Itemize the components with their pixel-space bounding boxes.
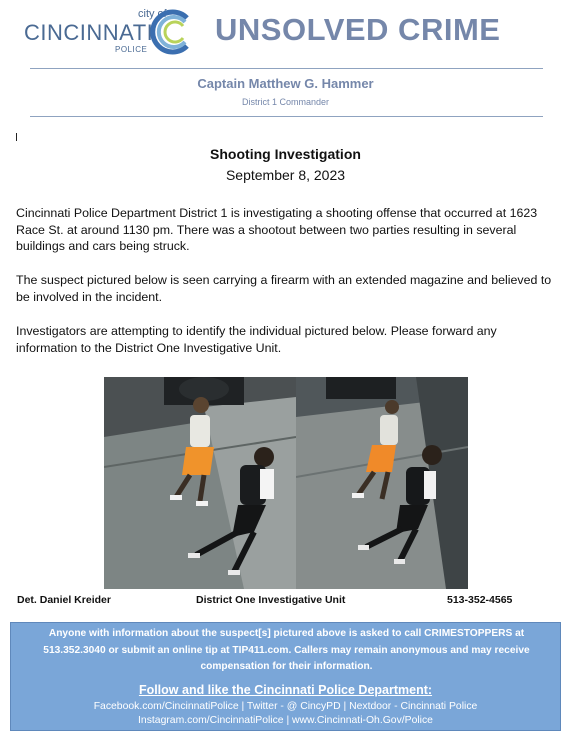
header (0, 0, 571, 68)
commander-title: District 1 Commander (241, 97, 330, 107)
crimestoppers-message: Anyone with information about the suspect[s] pictured above is asked to call CRIMESTOPPERS at 513.352.3040 or submit an online tip at TIP411.com. Callers may remain anonymous and may receive compensation for their information. (43, 628, 530, 672)
text-cursor (16, 133, 17, 141)
top-divider (30, 68, 543, 69)
notice-paragraph-3: Investigators are attempting to identify the individual pictured below. Please forward any information to the District One Investigative Unit. (16, 324, 497, 355)
social-links-line-1[interactable]: Facebook.com/CincinnatiPolice | Twitter - @ CincyPD | Nextdoor - Cincinnati Police (93, 701, 478, 712)
investigative-unit: District One Investigative Unit (196, 594, 346, 606)
logo-city-of-text: city of (138, 8, 167, 20)
captain-name: Captain Matthew G. Hammer (197, 76, 374, 91)
surveillance-photo-right (296, 377, 468, 589)
notice-title: Shooting Investigation (210, 146, 361, 162)
surveillance-photo-left (104, 377, 296, 589)
notice-date: September 8, 2023 (225, 167, 346, 183)
social-links-line-2[interactable]: Instagram.com/CincinnatiPolice | www.Cincinnati-Oh.Gov/Police (138, 715, 433, 726)
contact-phone: 513-352-4565 (447, 594, 513, 606)
cincinnati-police-logo (24, 8, 199, 60)
logo-city-text: CINCINNATI (24, 20, 154, 45)
bottom-divider (30, 116, 543, 117)
logo-police-text: POLICE (115, 45, 148, 54)
notice-paragraph-2: The suspect pictured below is seen carrying a firearm with an extended magazine and believed to be involved in the incident. (16, 273, 552, 304)
notice-paragraph-1: Cincinnati Police Department District 1 is investigating a shooting offense that occurred at 1623 Race St. at around 1130 pm. There was a shootout between two parties resulting in several buildings and cars being struck. (16, 206, 538, 253)
logo-c-mark-icon (149, 8, 197, 56)
crimestoppers-banner (10, 622, 561, 731)
page-title: UNSOLVED CRIME (215, 12, 501, 47)
detective-name: Det. Daniel Kreider (17, 594, 111, 606)
follow-heading: Follow and like the Cincinnati Police Department: (138, 683, 433, 697)
